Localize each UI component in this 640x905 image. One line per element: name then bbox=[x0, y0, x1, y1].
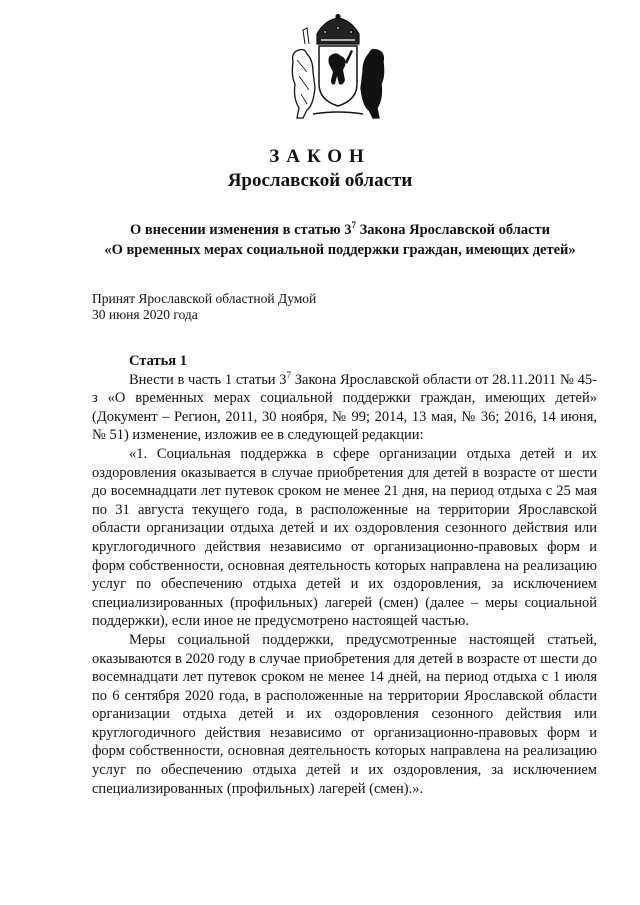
heading-text: О внесении изменения в статью 3 bbox=[129, 222, 352, 238]
document-subtitle: Ярославской области bbox=[227, 170, 413, 191]
heading-text-end: Закона Ярославской области bbox=[355, 222, 551, 238]
article-intro bbox=[92, 371, 597, 445]
law-heading-line2: «О временных мерах социальной поддержки граждан, имеющих детей» bbox=[104, 242, 576, 258]
adoption-line1: Принят Ярославской областной Думой bbox=[92, 291, 317, 306]
adoption-note bbox=[92, 291, 316, 323]
article-intro-text: Внести в часть 1 статьи 3 bbox=[129, 371, 287, 388]
adoption-date: 30 июня 2020 года bbox=[92, 307, 198, 322]
article-title: Статья 1 bbox=[129, 353, 187, 369]
article-paragraph-1: «1. Социальная поддержка в сфере организации отдыха детей и их оздоровления оказывается в случае приобретения для детей в возрасте от шести до восемнадцати лет путевок сроком не менее 21 дня, на период отдыха с 25 мая по 31 августа текущего года, в расположенные на территории Ярославской области организации отдыха детей и их оздоровления сезонного действия или круглогодичного действия независимо от организационно-правовых форм и форм собственности, основная деятельность которых направлена на реализацию услуг по обеспечению отдыха детей и их оздоровления, за исключением специализированных (профильных) лагерей (смен) (далее – меры социальной поддержки), если иное не предусмотрено настоящей частью. bbox=[92, 445, 597, 630]
article-intro-superscript: 7 bbox=[286, 369, 292, 380]
coat-of-arms-emblem bbox=[283, 14, 393, 124]
article-intro-text-end: Закона Ярославской области от 28.11.2011 № 45-з «О временных мерах социальной поддержки граждан, имеющих детей» (Документ – Регион, 2011, 30 ноября, № 99; 2014, 13 мая, № 36; 2016, 14 июня, № 51) изменение, изложив ее в следующей редакции: bbox=[92, 371, 597, 444]
article-paragraph-2: Меры социальной поддержки, предусмотренные настоящей статьей, оказываются в 2020 году в случае приобретения для детей в возрасте от шести до восемнадцати лет путевок сроком не менее 14 дней, на период отдыха с 1 июля по 6 сентября 2020 года, в расположенные на территории Ярославской области организации отдыха детей и их оздоровления сезонного действия или круглогодичного действия независимо от организационно-правовых форм и форм собственности, основная деятельность которых направлена на реализацию услуг по обеспечению отдыха детей и их оздоровления, за исключением специализированных (профильных) лагерей (смен).». bbox=[92, 631, 597, 797]
heading-superscript: 7 bbox=[351, 220, 356, 231]
article-1 bbox=[92, 352, 597, 798]
document-title: ЗАКОН bbox=[269, 146, 371, 167]
law-heading-line1 bbox=[60, 220, 620, 240]
law-heading bbox=[60, 220, 620, 260]
